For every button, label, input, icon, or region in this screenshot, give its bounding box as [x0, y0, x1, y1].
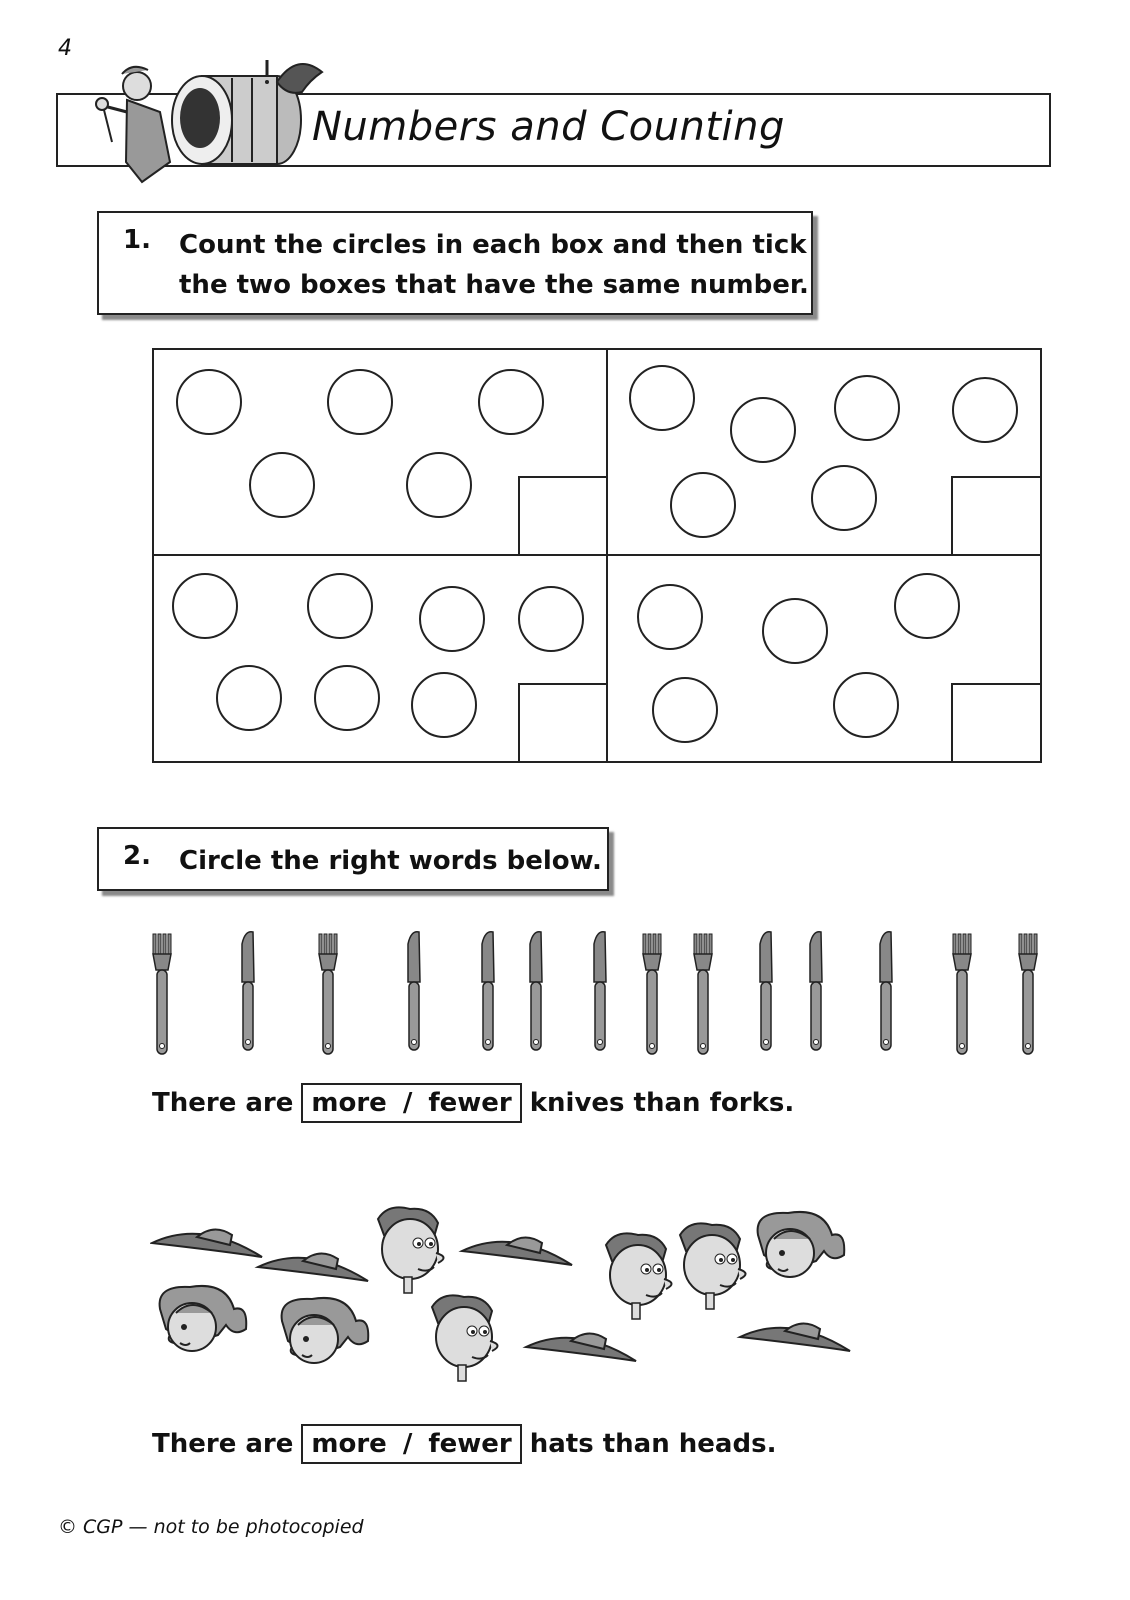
sentence-knives-forks	[152, 1083, 794, 1123]
boy-head-icon	[378, 1207, 444, 1293]
cutlery-row	[150, 928, 1050, 1058]
circle	[315, 666, 379, 730]
sentence-hats-heads	[152, 1424, 776, 1464]
knife-icon	[242, 932, 254, 1050]
hats-and-heads-illustration	[150, 1205, 870, 1395]
circle	[835, 376, 899, 440]
tick-box-bottom-left[interactable]	[519, 684, 607, 762]
circle	[328, 370, 392, 434]
fork-icon	[643, 934, 661, 1054]
choice-box[interactable]	[301, 1424, 521, 1464]
circle	[638, 585, 702, 649]
circle	[895, 574, 959, 638]
sentence-start: There are	[152, 1088, 294, 1118]
option-more[interactable]: more	[311, 1088, 387, 1118]
question-1-text: Count the circles in each box and then tick the two boxes that have the same number.	[179, 230, 809, 300]
circle	[834, 673, 898, 737]
knife-icon	[530, 932, 542, 1050]
knife-icon	[482, 932, 494, 1050]
circle	[812, 466, 876, 530]
hat-icon	[152, 1229, 262, 1257]
fork-icon	[694, 934, 712, 1054]
question-2-text: Circle the right words below.	[179, 846, 602, 876]
circle	[407, 453, 471, 517]
hat-icon	[740, 1323, 850, 1351]
knife-icon	[594, 932, 606, 1050]
copyright-footer: © CGP — not to be photocopied	[58, 1516, 364, 1538]
option-more[interactable]: more	[311, 1429, 387, 1459]
question-2-box	[97, 827, 609, 891]
knife-icon	[408, 932, 420, 1050]
mascot-illustration	[82, 52, 332, 192]
barrel-icon	[172, 76, 301, 164]
circle	[173, 574, 237, 638]
tick-box-top-right[interactable]	[952, 477, 1041, 555]
tick-box-bottom-right[interactable]	[952, 684, 1041, 762]
box-top-left	[177, 370, 543, 517]
circle	[671, 473, 735, 537]
circle	[653, 678, 717, 742]
hat-icon	[526, 1333, 636, 1361]
circle-count-grid	[152, 348, 1044, 766]
box-bottom-right	[638, 574, 959, 742]
girl-head-icon	[758, 1212, 845, 1277]
circle	[217, 666, 281, 730]
knife-icon	[810, 932, 822, 1050]
tick-box-top-left[interactable]	[519, 477, 607, 555]
circle	[763, 599, 827, 663]
hat-icon	[462, 1237, 572, 1265]
fork-icon	[953, 934, 971, 1054]
fork-icon	[319, 934, 337, 1054]
boy-head-icon	[432, 1295, 498, 1381]
fork-icon	[1019, 934, 1037, 1054]
circle	[308, 574, 372, 638]
knife-icon	[760, 932, 772, 1050]
circle	[479, 370, 543, 434]
circle	[519, 587, 583, 651]
circle	[250, 453, 314, 517]
girl-head-icon	[160, 1286, 247, 1351]
page-number: 4	[58, 36, 72, 61]
sentence-end: knives than forks.	[529, 1088, 795, 1118]
page-title: Numbers and Counting	[312, 104, 785, 150]
girl-head-icon	[282, 1298, 369, 1363]
fork-icon	[153, 934, 171, 1054]
man-icon	[96, 67, 170, 182]
option-fewer[interactable]: fewer	[428, 1088, 512, 1118]
circle	[412, 673, 476, 737]
question-1-number: 1.	[123, 225, 151, 255]
question-1-box	[97, 211, 813, 315]
circle	[731, 398, 795, 462]
circle	[177, 370, 241, 434]
boy-head-icon	[680, 1223, 746, 1309]
hat-icon	[258, 1253, 368, 1281]
boy-head-icon	[606, 1233, 672, 1319]
knife-icon	[880, 932, 892, 1050]
option-separator: /	[402, 1429, 413, 1459]
sentence-end: hats than heads.	[529, 1429, 777, 1459]
option-separator: /	[402, 1088, 413, 1118]
question-2-number: 2.	[123, 841, 151, 871]
circle	[420, 587, 484, 651]
choice-box[interactable]	[301, 1083, 521, 1123]
sentence-start: There are	[152, 1429, 294, 1459]
circle	[630, 366, 694, 430]
circle	[953, 378, 1017, 442]
option-fewer[interactable]: fewer	[428, 1429, 512, 1459]
